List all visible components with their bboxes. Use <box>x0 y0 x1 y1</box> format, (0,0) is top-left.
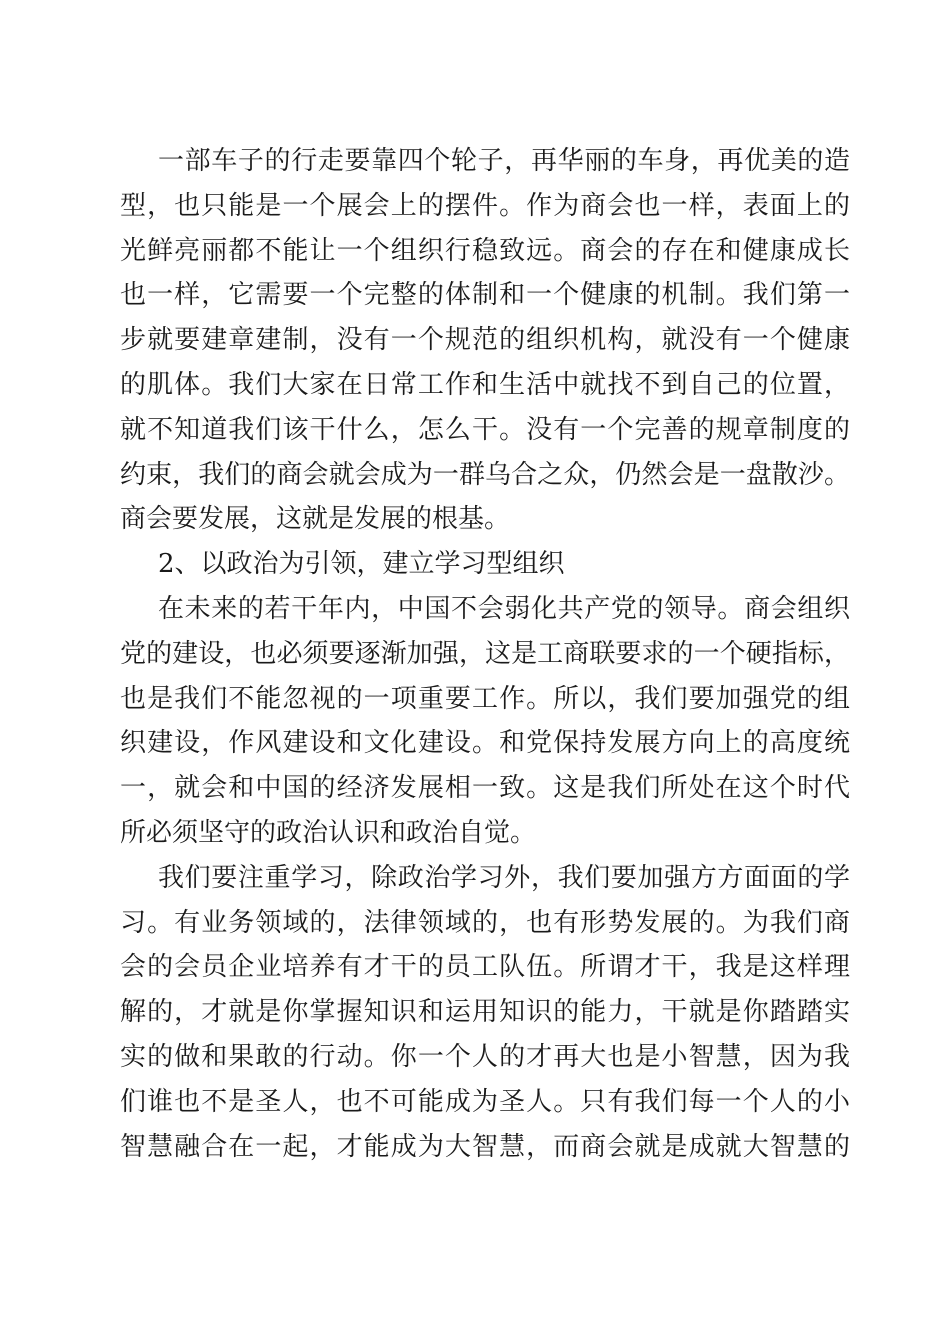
text-line: 约束，我们的商会就会成为一群乌合之众，仍然会是一盘散沙。 <box>120 459 850 490</box>
text-line: 党的建设，也必须要逐渐加强，这是工商联要求的一个硬指标， <box>120 638 850 669</box>
text-line: 解的，才就是你掌握知识和运用知识的能力，干就是你踏踏实 <box>120 997 850 1028</box>
section-heading: 2、以政治为引领，建立学习型组织 <box>158 549 565 580</box>
text-line: 也一样，它需要一个完整的体制和一个健康的机制。我们第一 <box>120 280 850 311</box>
text-line: 习。有业务领域的，法律领域的，也有形势发展的。为我们商 <box>120 907 850 938</box>
text-line: 一，就会和中国的经济发展相一致。这是我们所处在这个时代 <box>120 773 850 804</box>
text-line: 在未来的若干年内，中国不会弱化共产党的领导。商会组织 <box>158 594 850 624</box>
text-line: 智慧融合在一起，才能成为大智慧，而商会就是成就大智慧的 <box>120 1131 850 1162</box>
text-line: 一部车子的行走要靠四个轮子，再华丽的车身，再优美的造 <box>158 146 850 176</box>
text-line: 商会要发展，这就是发展的根基。 <box>120 504 511 535</box>
text-line: 光鲜亮丽都不能让一个组织行稳致远。商会的存在和健康成长 <box>120 235 850 266</box>
text-line: 的肌体。我们大家在日常工作和生活中就找不到自己的位置， <box>120 370 850 400</box>
text-line: 织建设，作风建设和文化建设。和党保持发展方向上的高度统 <box>120 728 850 759</box>
text-line: 实的做和果敢的行动。你一个人的才再大也是小智慧，因为我 <box>120 1042 850 1072</box>
text-line: 也是我们不能忽视的一项重要工作。所以，我们要加强党的组 <box>120 683 850 714</box>
text-line: 步就要建章建制，没有一个规范的组织机构，就没有一个健康 <box>120 325 850 356</box>
text-line: 就不知道我们该干什么，怎么干。没有一个完善的规章制度的 <box>120 414 850 445</box>
text-line: 们谁也不是圣人，也不可能成为圣人。只有我们每一个人的小 <box>120 1086 850 1117</box>
text-line: 型，也只能是一个展会上的摆件。作为商会也一样，表面上的 <box>120 190 850 221</box>
text-line: 会的会员企业培养有才干的员工队伍。所谓才干，我是这样理 <box>120 952 850 983</box>
text-line: 我们要注重学习，除政治学习外，我们要加强方方面面的学 <box>158 862 850 893</box>
text-line: 所必须坚守的政治认识和政治自觉。 <box>120 818 537 848</box>
